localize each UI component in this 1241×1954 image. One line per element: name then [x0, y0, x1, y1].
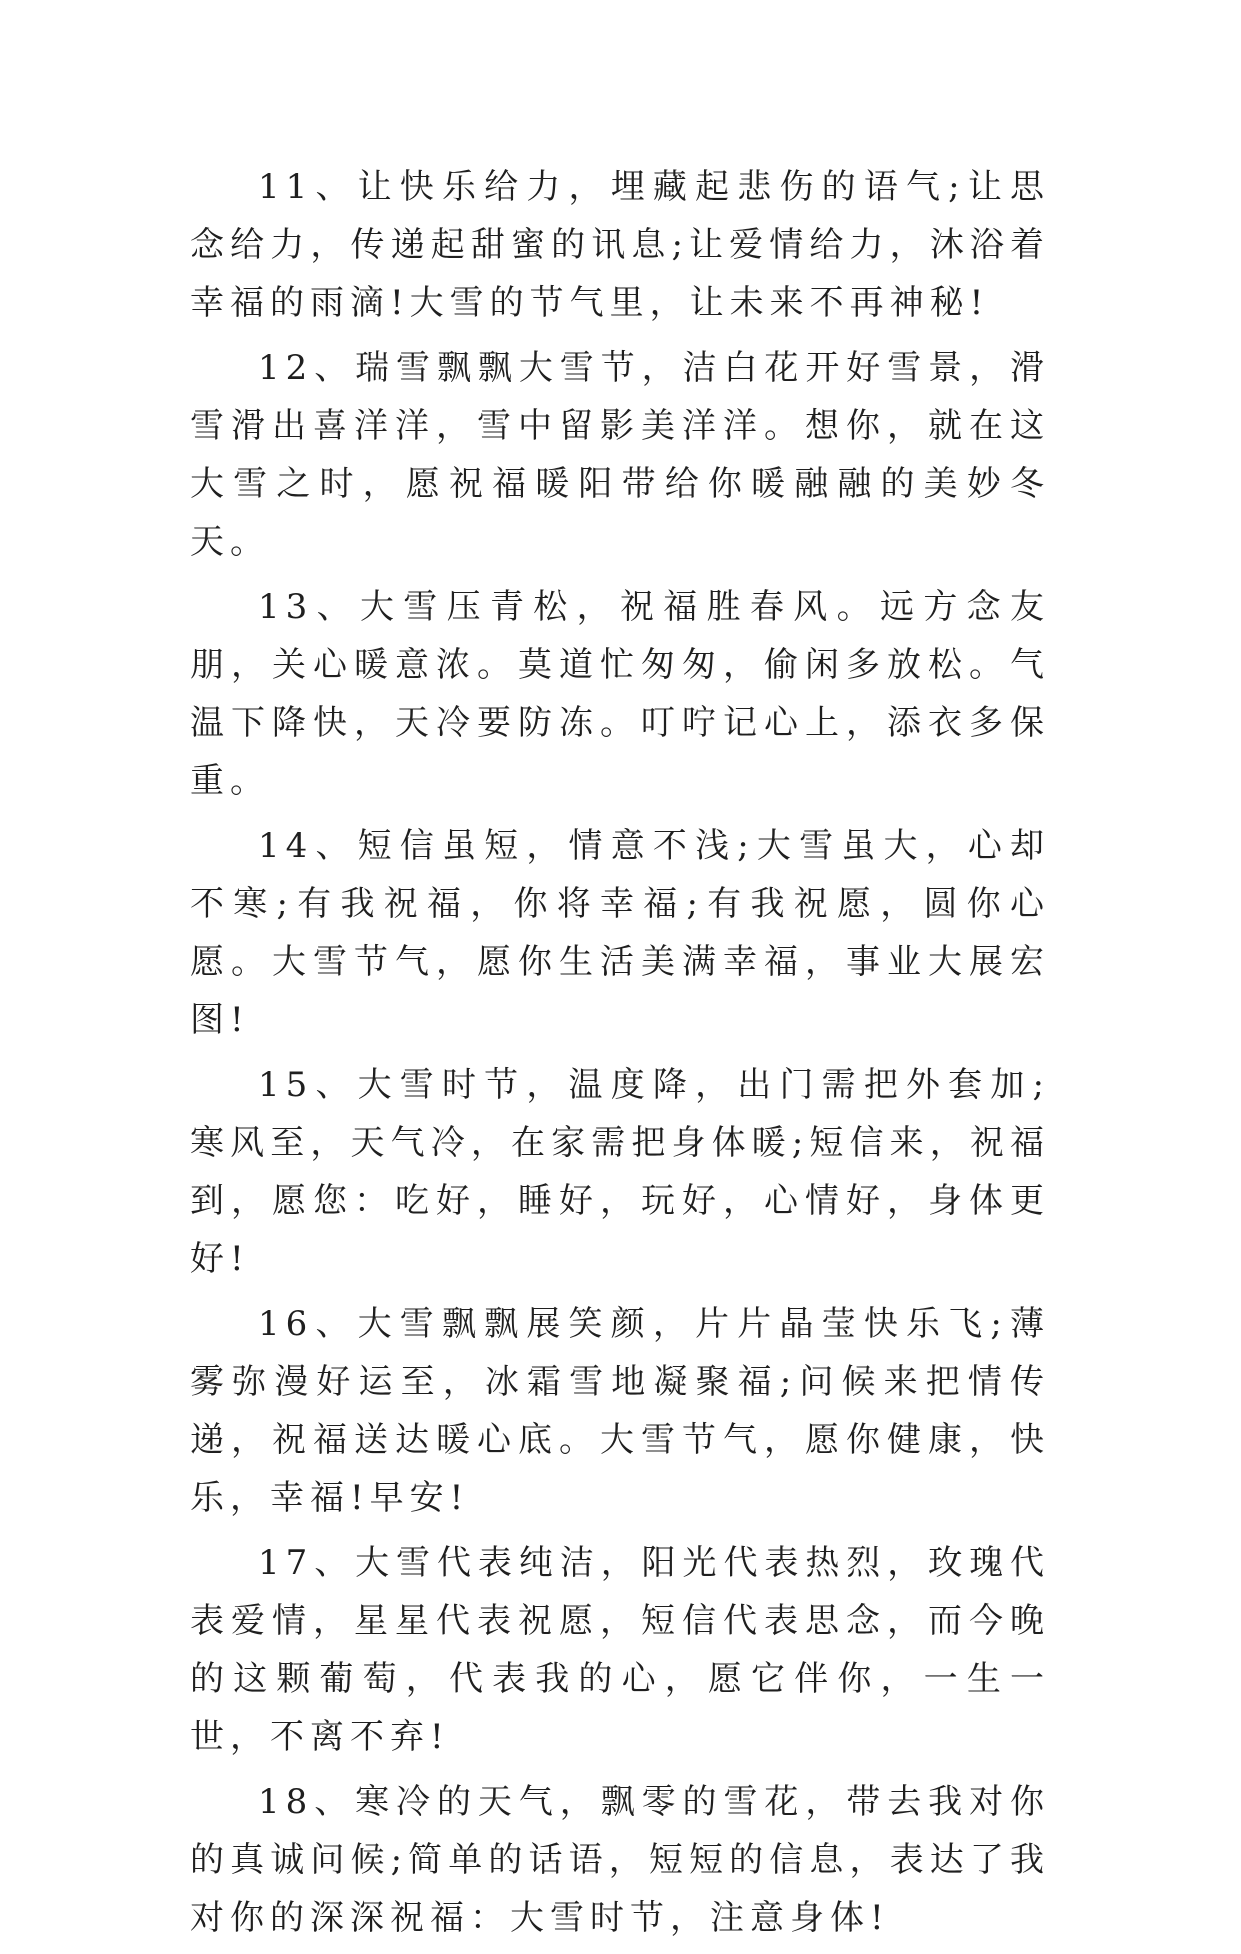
document-body: [190, 158, 1050, 1954]
paragraph-13: 13、大雪压青松，祝福胜春风。远方念友朋，关心暖意浓。莫道忙匆匆，偷闲多放松。气温下降快，天冷要防冻。叮咛记心上，添衣多保重。: [190, 587, 1050, 801]
paragraph-11: 11、让快乐给力，埋藏起悲伤的语气;让思念给力，传递起甜蜜的讯息;让爱情给力，沐浴着幸福的雨滴!大雪的节气里，让未来不再神秘!: [190, 167, 1050, 323]
paragraph-15: 15、大雪时节，温度降，出门需把外套加;寒风至，天气冷，在家需把身体暖;短信来，祝福到，愿您：吃好，睡好，玩好，心情好，身体更好!: [190, 1065, 1050, 1279]
paragraph-18: 18、寒冷的天气，飘零的雪花，带去我对你的真诚问候;简单的话语，短短的信息，表达了我对你的深深祝福：大雪时节，注意身体!: [190, 1782, 1050, 1938]
paragraph-14: 14、短信虽短，情意不浅;大雪虽大，心却不寒;有我祝福，你将幸福;有我祝愿，圆你心愿。大雪节气，愿你生活美满幸福，事业大展宏图!: [190, 826, 1050, 1040]
paragraph-16: 16、大雪飘飘展笑颜，片片晶莹快乐飞;薄雾弥漫好运至，冰霜雪地凝聚福;问候来把情传递，祝福送达暖心底。大雪节气，愿你健康，快乐，幸福!早安!: [190, 1304, 1050, 1518]
paragraph-12: 12、瑞雪飘飘大雪节，洁白花开好雪景，滑雪滑出喜洋洋，雪中留影美洋洋。想你，就在这大雪之时，愿祝福暖阳带给你暖融融的美妙冬天。: [190, 348, 1050, 562]
paragraph-17: 17、大雪代表纯洁，阳光代表热烈，玫瑰代表爱情，星星代表祝愿，短信代表思念，而今晚的这颗葡萄，代表我的心，愿它伴你，一生一世，不离不弃!: [190, 1543, 1050, 1757]
